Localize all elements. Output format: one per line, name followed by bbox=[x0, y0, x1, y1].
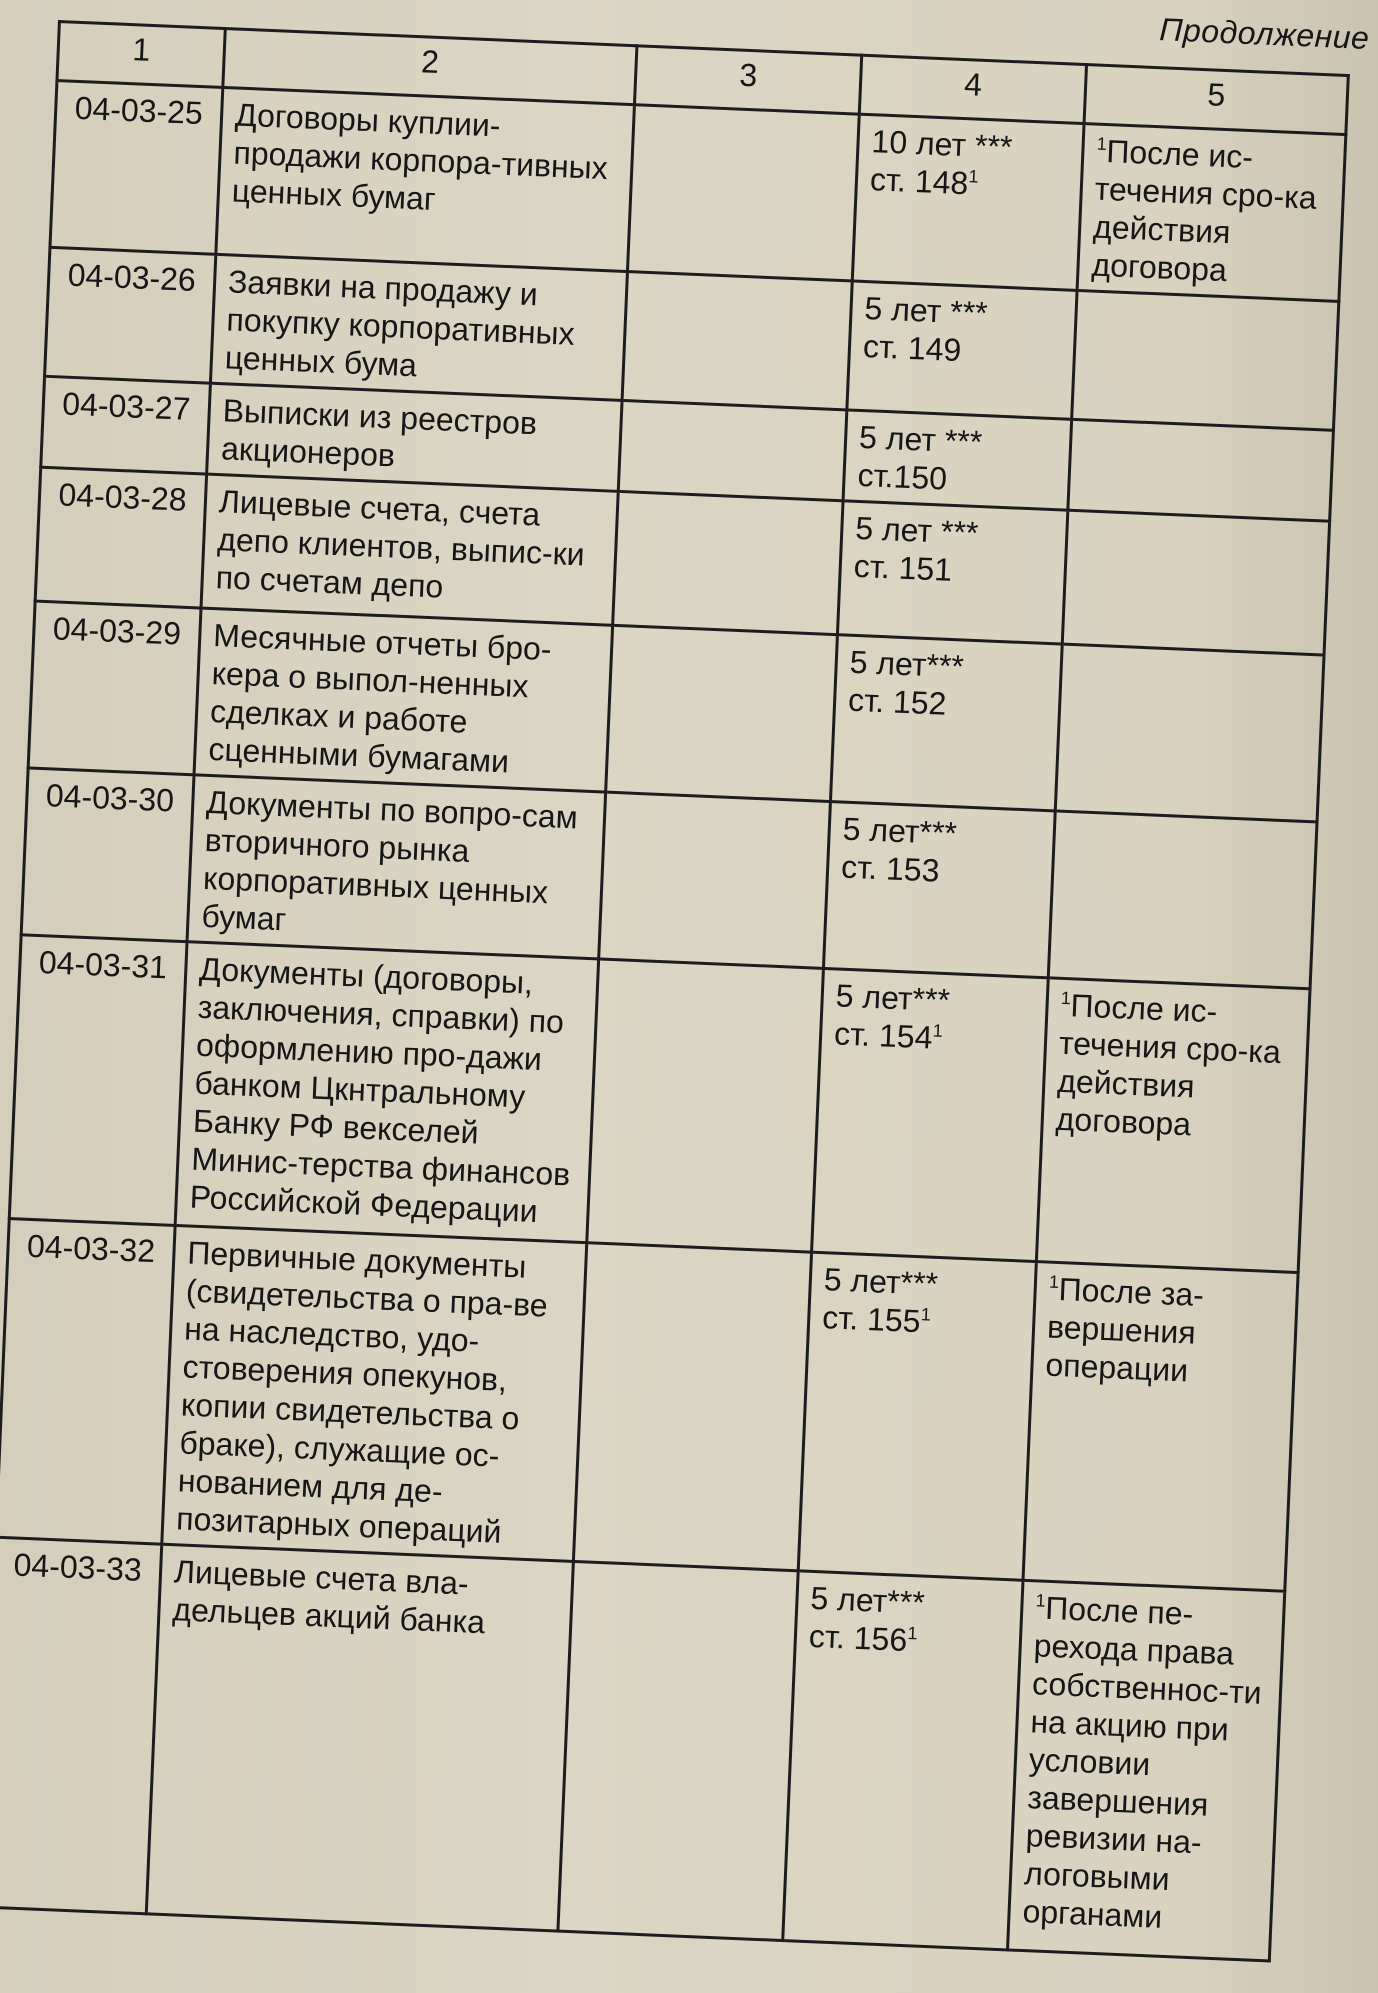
row-retention bbox=[847, 281, 1077, 419]
retention-term: 5 лет *** bbox=[854, 509, 980, 551]
retention-article bbox=[840, 848, 1041, 894]
row-note bbox=[1055, 644, 1324, 822]
article-text: ст. 156 bbox=[808, 1617, 908, 1658]
row-col3 bbox=[599, 792, 831, 968]
article-text: ст. 148 bbox=[869, 161, 969, 202]
retention-term: 5 лет*** bbox=[809, 1579, 926, 1621]
row-note bbox=[1062, 510, 1329, 655]
header-col-4: 4 bbox=[859, 55, 1086, 123]
retention-term: 5 лет *** bbox=[863, 290, 989, 332]
table-container bbox=[0, 20, 1347, 1962]
row-col3 bbox=[606, 625, 838, 801]
row-index: 04-03-30 bbox=[21, 768, 194, 942]
article-text: ст. 154 bbox=[833, 1015, 934, 1056]
retention-article bbox=[808, 1617, 1009, 1663]
article-text: ст. 149 bbox=[862, 328, 963, 369]
row-note bbox=[1077, 124, 1346, 302]
row-col3 bbox=[627, 105, 859, 281]
retention-term: 10 лет *** bbox=[870, 123, 1014, 166]
row-document-name: Договоры куплии-продажи корпора-тивных ценных бумаг bbox=[216, 87, 635, 271]
row-document-name: Лицевые счета вла-дельцев акций банка bbox=[146, 1544, 573, 1931]
article-footnote-mark: 1 bbox=[932, 1020, 944, 1041]
retention-term: 5 лет*** bbox=[823, 1261, 939, 1302]
retention-term: 5 лет*** bbox=[835, 977, 951, 1019]
row-index: 04-03-33 bbox=[0, 1537, 162, 1914]
records-table bbox=[0, 20, 1350, 1962]
row-index: 04-03-27 bbox=[41, 376, 211, 474]
row-retention bbox=[823, 802, 1055, 978]
row-retention bbox=[830, 635, 1062, 811]
row-document-name: Выписки из реестров акционеров bbox=[207, 383, 622, 491]
header-col-1: 1 bbox=[57, 22, 225, 88]
row-document-name: Документы по вопро-сам вторичного рынка корпоративных ценных бумаг bbox=[187, 775, 606, 959]
row-col3 bbox=[573, 1243, 811, 1571]
note-footnote-mark: 1 bbox=[1096, 133, 1108, 155]
note-text: После пе-рехода права собственнос-ти на акцию при условии завершения ревизии на-логовыми органами bbox=[1021, 1589, 1263, 1935]
header-col-3: 3 bbox=[634, 46, 861, 114]
row-note bbox=[1036, 978, 1310, 1273]
row-col3 bbox=[558, 1561, 798, 1940]
row-index: 04-03-25 bbox=[50, 81, 223, 255]
note-text: После ис-течения сро-ка действия договора bbox=[1055, 987, 1282, 1143]
row-index: 04-03-28 bbox=[35, 467, 206, 608]
row-retention bbox=[852, 114, 1084, 290]
retention-term: 5 лет*** bbox=[842, 810, 958, 852]
row-retention bbox=[837, 501, 1067, 644]
row-col3 bbox=[622, 272, 852, 410]
article-footnote-mark: 1 bbox=[907, 1622, 918, 1644]
table-row bbox=[0, 1537, 1285, 1961]
article-footnote-mark: 1 bbox=[920, 1304, 932, 1325]
row-index: 04-03-31 bbox=[9, 935, 187, 1226]
retention-article bbox=[847, 681, 1048, 727]
row-col3 bbox=[618, 400, 847, 500]
note-footnote-mark: 1 bbox=[1035, 1590, 1047, 1611]
article-text: ст. 151 bbox=[853, 547, 953, 588]
row-retention bbox=[798, 1252, 1036, 1580]
row-note bbox=[1048, 811, 1317, 989]
retention-article bbox=[853, 547, 1054, 593]
row-document-name: Первичные документы (свидетельства о пра-ве на наследство, удо-стоверения опекунов, копии свидетельства о браке), служащие ос-нованием для де-позитарных операций bbox=[162, 1225, 587, 1561]
table-row bbox=[0, 1219, 1298, 1592]
note-footnote-mark: 1 bbox=[1048, 1271, 1060, 1293]
row-document-name: Документы (договоры, заключения, справки) по оформлению про-дажи банком Цкнтральному Банку РФ векселей Минис-терства финансов Российской Федерации bbox=[175, 942, 599, 1243]
retention-article bbox=[833, 1014, 1034, 1060]
row-document-name: Заявки на продажу и покупку корпоративных ценных бума bbox=[210, 254, 627, 400]
article-text: ст.150 bbox=[856, 456, 948, 497]
row-note bbox=[1068, 419, 1334, 521]
retention-term: 5 лет *** bbox=[858, 418, 983, 461]
row-retention bbox=[843, 410, 1072, 510]
row-note bbox=[1023, 1262, 1298, 1592]
continuation-label: Продолжение bbox=[1158, 11, 1370, 56]
row-document-name: Лицевые счета, счета депо клиентов, выпис-ки по счетам депо bbox=[201, 474, 618, 625]
row-index: 04-03-29 bbox=[28, 601, 201, 775]
row-col3 bbox=[613, 491, 843, 634]
article-text: ст. 152 bbox=[847, 681, 948, 722]
table-row bbox=[9, 935, 1310, 1273]
row-col3 bbox=[587, 959, 824, 1252]
article-text: ст. 153 bbox=[840, 848, 941, 889]
retention-article bbox=[862, 327, 1063, 373]
retention-article bbox=[822, 1298, 1023, 1344]
retention-term: 5 лет*** bbox=[849, 643, 965, 685]
header-col-2: 2 bbox=[223, 29, 637, 105]
header-col-5: 5 bbox=[1084, 65, 1348, 135]
note-footnote-mark: 1 bbox=[1060, 987, 1072, 1009]
retention-article bbox=[857, 456, 1058, 502]
row-note bbox=[1008, 1580, 1285, 1961]
row-note bbox=[1072, 290, 1339, 430]
row-document-name: Месячные отчеты бро-кера о выпол-ненных сделках и работе сценными бумагами bbox=[194, 608, 613, 792]
row-index: 04-03-26 bbox=[45, 247, 216, 383]
row-index: 04-03-32 bbox=[0, 1219, 175, 1545]
article-text: ст. 155 bbox=[821, 1299, 922, 1340]
row-retention bbox=[812, 968, 1049, 1261]
article-footnote-mark: 1 bbox=[968, 166, 979, 187]
retention-article bbox=[869, 160, 1070, 206]
row-retention bbox=[783, 1571, 1023, 1950]
note-text: После за-вершения операции bbox=[1044, 1271, 1205, 1389]
note-text: После ис-течения сро-ка действия договора bbox=[1090, 133, 1318, 289]
